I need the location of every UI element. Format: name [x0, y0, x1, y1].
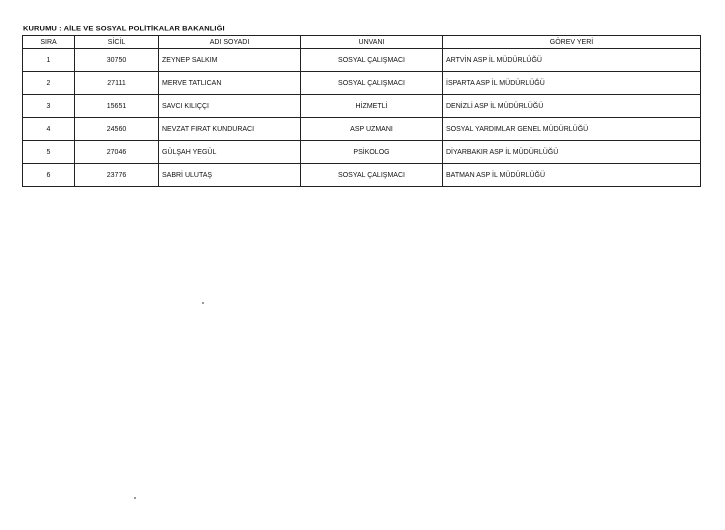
cell-adi-soyadi: ZEYNEP SALKIM: [159, 49, 301, 72]
cell-sira: 5: [23, 141, 75, 164]
cell-unvani: SOSYAL ÇALIŞMACI: [301, 164, 443, 187]
cell-unvani: SOSYAL ÇALIŞMACI: [301, 49, 443, 72]
table-row: [23, 95, 701, 118]
scan-speck: [134, 497, 136, 499]
cell-sira: 1: [23, 49, 75, 72]
cell-sicil: 27046: [75, 141, 159, 164]
cell-sicil: 30750: [75, 49, 159, 72]
column-header-gorev-yeri: GÖREV YERİ: [443, 36, 701, 49]
personnel-table: [22, 35, 701, 187]
cell-gorev-yeri: BATMAN ASP İL MÜDÜRLÜĞÜ: [443, 164, 701, 187]
cell-unvani: PSİKOLOG: [301, 141, 443, 164]
table-row: [23, 118, 701, 141]
cell-sira: 2: [23, 72, 75, 95]
cell-sicil: 27111: [75, 72, 159, 95]
cell-gorev-yeri: DİYARBAKIR ASP İL MÜDÜRLÜĞÜ: [443, 141, 701, 164]
table-row: [23, 141, 701, 164]
column-header-unvani: UNVANI: [301, 36, 443, 49]
table-row: [23, 49, 701, 72]
cell-gorev-yeri: ARTVİN ASP İL MÜDÜRLÜĞÜ: [443, 49, 701, 72]
cell-gorev-yeri: İSPARTA ASP İL MÜDÜRLÜĞÜ: [443, 72, 701, 95]
institution-title: KURUMU : AİLE VE SOSYAL POLİTİKALAR BAKANLIĞI: [23, 24, 225, 33]
cell-sira: 4: [23, 118, 75, 141]
cell-unvani: ASP UZMANI: [301, 118, 443, 141]
scan-speck: [202, 302, 204, 304]
column-header-adi-soyadi: ADI SOYADI: [159, 36, 301, 49]
table-row: [23, 72, 701, 95]
cell-sira: 6: [23, 164, 75, 187]
cell-adi-soyadi: MERVE TATLICAN: [159, 72, 301, 95]
cell-sicil: 15651: [75, 95, 159, 118]
cell-sicil: 24560: [75, 118, 159, 141]
cell-unvani: SOSYAL ÇALIŞMACI: [301, 72, 443, 95]
cell-adi-soyadi: SABRİ ULUTAŞ: [159, 164, 301, 187]
table-header-row: [23, 36, 701, 49]
cell-gorev-yeri: DENİZLİ ASP İL MÜDÜRLÜĞÜ: [443, 95, 701, 118]
cell-sira: 3: [23, 95, 75, 118]
cell-adi-soyadi: NEVZAT FIRAT KUNDURACI: [159, 118, 301, 141]
cell-sicil: 23776: [75, 164, 159, 187]
column-header-sira: SIRA: [23, 36, 75, 49]
cell-unvani: HİZMETLİ: [301, 95, 443, 118]
column-header-sicil: SİCİL: [75, 36, 159, 49]
cell-gorev-yeri: SOSYAL YARDIMLAR GENEL MÜDÜRLÜĞÜ: [443, 118, 701, 141]
cell-adi-soyadi: GÜLŞAH YEGÜL: [159, 141, 301, 164]
table-row: [23, 164, 701, 187]
cell-adi-soyadi: SAVCI KILIÇÇI: [159, 95, 301, 118]
